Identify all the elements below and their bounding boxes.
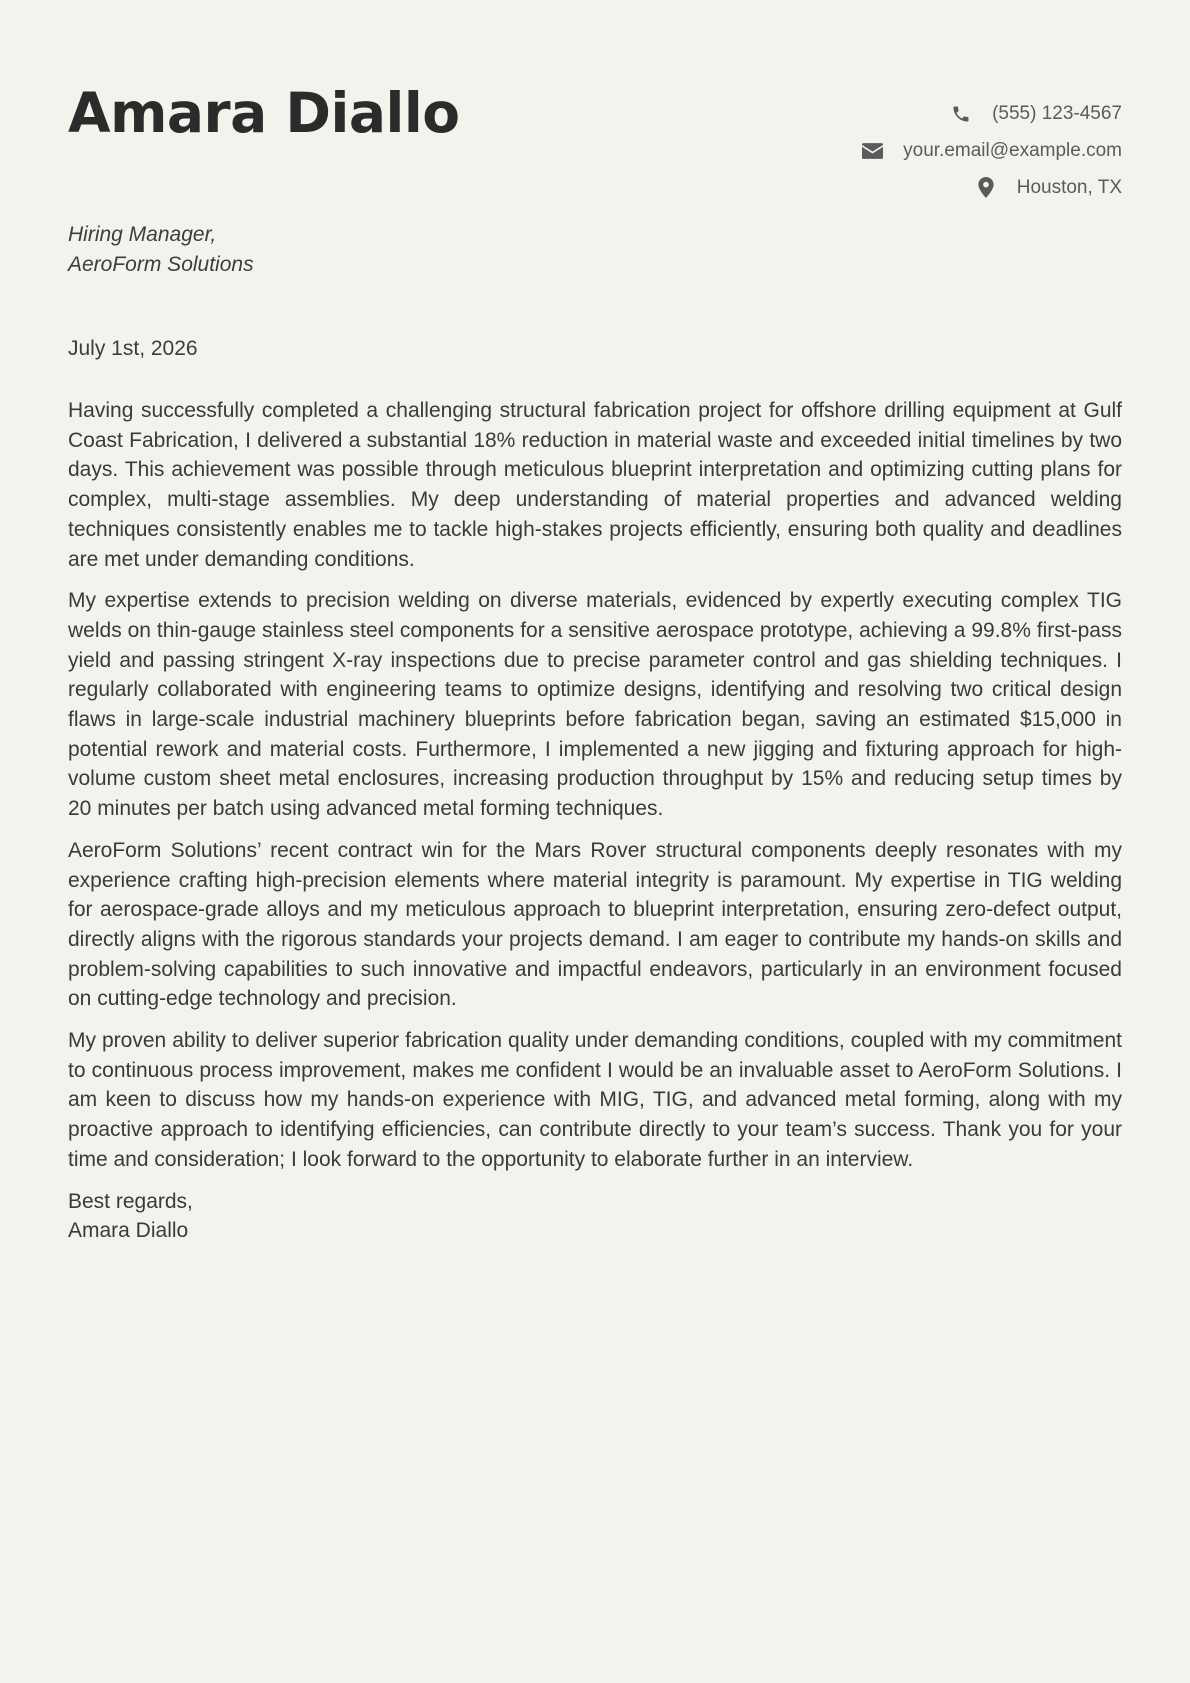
location-text: Houston, TX <box>1016 176 1122 198</box>
closing-block <box>68 1187 1122 1246</box>
phone-icon <box>950 103 972 125</box>
contact-location <box>861 169 1122 206</box>
body-paragraph-1: Having successfully completed a challenging structural fabrication project for offshore drilling equipment at Gulf Coast Fabrication, I delivered a substantial 18% reduction in material waste and exceeded initial timelines by two days. This achievement was possible through meticulous blueprint interpretation and optimizing cutting plans for complex, multi-stage assemblies. My deep understanding of material properties and advanced welding techniques consistently enables me to tackle high-stakes projects efficiently, ensuring both quality and deadlines are met under demanding conditions. <box>68 399 1122 571</box>
contact-phone <box>861 95 1122 132</box>
closing-salutation: Best regards, <box>68 1189 193 1213</box>
envelope-icon <box>861 140 883 162</box>
body-paragraph-4: My proven ability to deliver superior fabrication quality under demanding conditions, coupled with my commitment to continuous process improvement, makes me confident I would be an invaluable asset to AeroForm Solutions. I am keen to discuss how my hands-on experience with MIG, TIG, and advanced metal forming, along with my proactive approach to identifying efficiencies, can contribute directly to your team’s success. Thank you for your time and consideration; I look forward to the opportunity to elaborate further in an interview. <box>68 1029 1122 1171</box>
applicant-name: Amara Diallo <box>68 81 460 145</box>
phone-text: (555) 123-4567 <box>992 102 1122 124</box>
body-paragraph-3: AeroForm Solutions’ recent contract win for the Mars Rover structural components deeply resonates with my experience crafting high-precision elements where material integrity is paramount. My expertise in TIG welding for aerospace-grade alloys and my meticulous approach to blueprint interpretation, ensuring zero-defect output, directly aligns with the rigorous standards your projects demand. I am eager to contribute my hands-on skills and problem-solving capabilities to such innovative and impactful endeavors, particularly in an environment focused on cutting-edge technology and precision. <box>68 838 1122 1011</box>
cover-letter-page <box>68 0 1122 1243</box>
contact-block <box>861 95 1122 206</box>
letter-date: July 1st, 2026 <box>68 337 198 360</box>
recipient-block <box>68 220 254 280</box>
letter-body <box>68 396 1122 1246</box>
body-paragraph-2: My expertise extends to precision welding on diverse materials, evidenced by expertly executing complex TIG welds on thin-gauge stainless steel components for a sensitive aerospace prototype, achieving a 99.8% first-pass yield and passing stringent X-ray inspections due to precise parameter control and gas shielding techniques. I regularly collaborated with engineering teams to optimize designs, identifying and resolving two critical design flaws in large-scale industrial machinery blueprints before fabrication began, saving an estimated $15,000 in potential rework and material costs. Furthermore, I implemented a new jigging and fixturing approach for high-volume custom sheet metal enclosures, increasing production throughput by 15% and reducing setup times by 20 minutes per batch using advanced metal forming techniques. <box>68 589 1122 821</box>
recipient-company: AeroForm Solutions <box>68 253 254 276</box>
map-pin-icon <box>975 177 997 199</box>
letter-header <box>68 0 1122 200</box>
contact-email <box>861 132 1122 169</box>
closing-signature: Amara Diallo <box>68 1219 189 1243</box>
recipient-title: Hiring Manager, <box>68 223 217 246</box>
email-text: your.email@example.com <box>903 139 1122 161</box>
